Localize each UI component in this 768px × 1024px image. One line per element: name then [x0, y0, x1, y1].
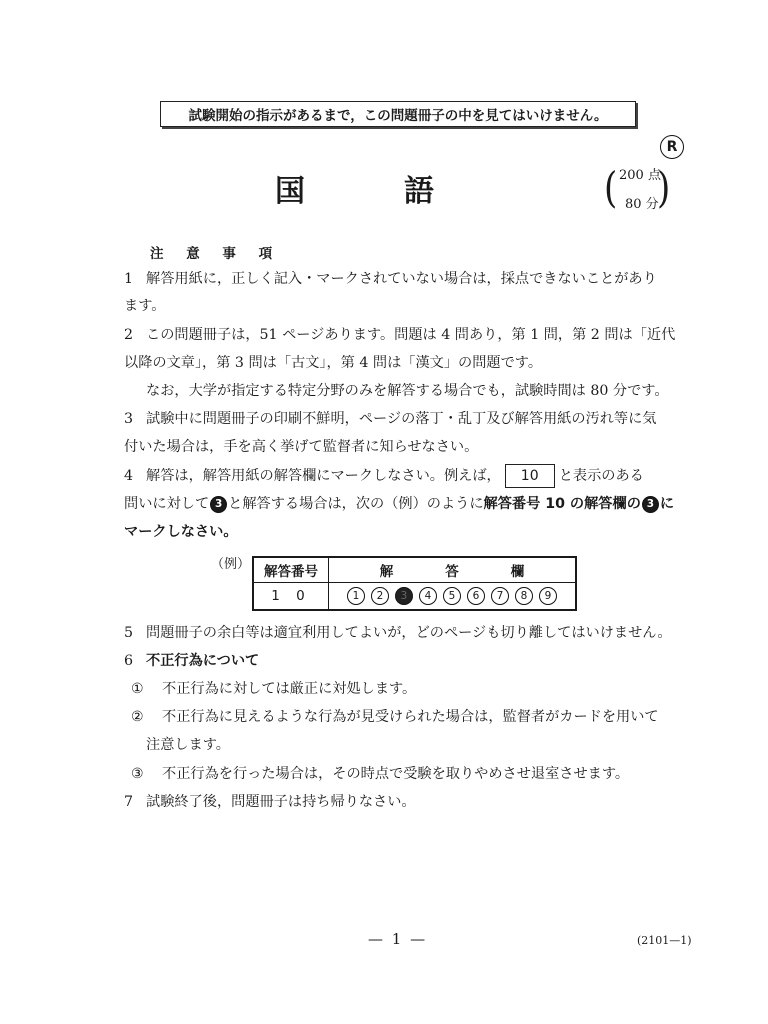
item-7-line-1: 試験終了後，問題冊子は持ち帰りなさい。 [146, 794, 416, 810]
item-2-number: 2 [124, 327, 134, 343]
item-2-line-2: 以降の文章」，第 3 問は「古文」，第 4 問は「漢文」の問題です。 [124, 355, 543, 371]
answer-bubble-9: 9 [539, 587, 557, 605]
sub-2-line-2: 注意します。 [146, 737, 230, 753]
item-4-line-1-text-b: と表示のある [558, 468, 644, 484]
item-3-number: 3 [124, 411, 134, 427]
item-3-line-1: 試験中に問題冊子の印刷不鮮明，ページの落丁・乱丁及び解答用紙の汚れ等に気 [146, 411, 657, 427]
item-4-text-no: の [626, 496, 641, 512]
points-label: 200 点 [619, 168, 661, 183]
answer-number-header: 解答番号 [253, 557, 329, 583]
exam-notice-box [160, 101, 636, 127]
registered-mark-icon: R [660, 135, 684, 159]
item-4-number: 4 [124, 468, 134, 484]
answer-bubble-6: 6 [467, 587, 485, 605]
answer-column-header [329, 557, 577, 583]
item-1-line-2: ます。 [124, 298, 166, 314]
item-6-number: 6 [124, 653, 134, 669]
sub-1-line-1: 不正行為に対しては厳正に対処します。 [162, 681, 417, 697]
section-heading: 注 意 事 項 [150, 246, 282, 262]
document-code: (2101—1) [637, 934, 692, 947]
sub-3-mark: ③ [131, 766, 144, 782]
item-3-line-2: 付いた場合は，手を高く挙げて監督者に知らせなさい。 [124, 439, 479, 455]
item-1-line-1: 解答用紙に，正しく記入・マークされていない場合は，採点できないことがあり [146, 271, 657, 287]
item-4-text-ni: に [659, 496, 675, 512]
circled-3-icon-2: 3 [642, 496, 659, 513]
page-number: — 1 — [368, 930, 428, 948]
item-6-title: 不正行為について [146, 653, 260, 669]
item-4-answer-number-value: 10 の [540, 496, 585, 512]
answer-bubble-4: 4 [419, 587, 437, 605]
subject-title-char-2: 語 [404, 174, 434, 209]
item-4-line-3: マークしなさい。 [124, 524, 238, 540]
answer-bubble-7: 7 [491, 587, 509, 605]
item-4-line-1 [146, 464, 644, 488]
sub-2-line-1: 不正行為に見えるような行為が見受けられた場合は，監督者がカードを用いて [162, 709, 659, 725]
answer-bubble-8: 8 [515, 587, 533, 605]
answer-column-header-char-1: 解 [379, 564, 394, 580]
item-4-line-1-text-a: 解答は，解答用紙の解答欄にマークしなさい。例えば， [146, 468, 501, 484]
exam-notice-text: 試験開始の指示があるまで，この問題冊子の中を見てはいけません。 [188, 108, 608, 124]
item-4-answer-column-label: 解答欄 [584, 496, 627, 512]
item-4-line-2 [124, 495, 674, 513]
circled-3-icon: 3 [210, 496, 227, 513]
example-label: （例） [211, 557, 251, 572]
item-2-line-1: この問題冊子は，51 ページあります。問題は 4 問あり，第 1 問，第 2 問は「近代 [146, 327, 676, 343]
answer-bubble-1: 1 [347, 587, 365, 605]
item-5-number: 5 [124, 625, 134, 641]
example-answer-table [252, 556, 577, 611]
answer-column-header-char-3: 欄 [510, 564, 525, 580]
answer-column-header-char-2: 答 [445, 564, 459, 580]
item-4-line-2-text-b: と解答する場合は，次の（例）のように [228, 496, 484, 512]
answer-bubble-3: 3 [395, 587, 413, 605]
item-5-line-1: 問題冊子の余白等は適宜利用してよいが，どのページも切り離してはいけません。 [146, 625, 672, 641]
left-paren: ( [604, 163, 618, 213]
answer-bubbles-cell [329, 583, 577, 611]
sub-2-mark: ② [131, 709, 144, 725]
answer-bubble-2: 2 [371, 587, 389, 605]
item-4-answer-number-label: 解答番号 [483, 496, 541, 512]
right-paren: ) [657, 163, 671, 213]
subject-title-char-1: 国 [275, 174, 305, 209]
sub-3-line-1: 不正行為を行った場合は，その時点で受験を取りやめさせ退室させます。 [162, 766, 630, 782]
item-7-number: 7 [124, 794, 134, 810]
answer-number-cell: 1 0 [253, 583, 329, 611]
time-label: 80 分 [625, 197, 659, 212]
question-number-box: 10 [505, 464, 555, 488]
sub-1-mark: ① [131, 681, 144, 697]
answer-bubble-5: 5 [443, 587, 461, 605]
item-1-number: 1 [124, 271, 134, 287]
item-2-line-3: なお，大学が指定する特定分野のみを解答する場合でも，試験時間は 80 分です。 [146, 383, 669, 399]
item-4-line-2-text-a: 問いに対して [124, 496, 210, 512]
